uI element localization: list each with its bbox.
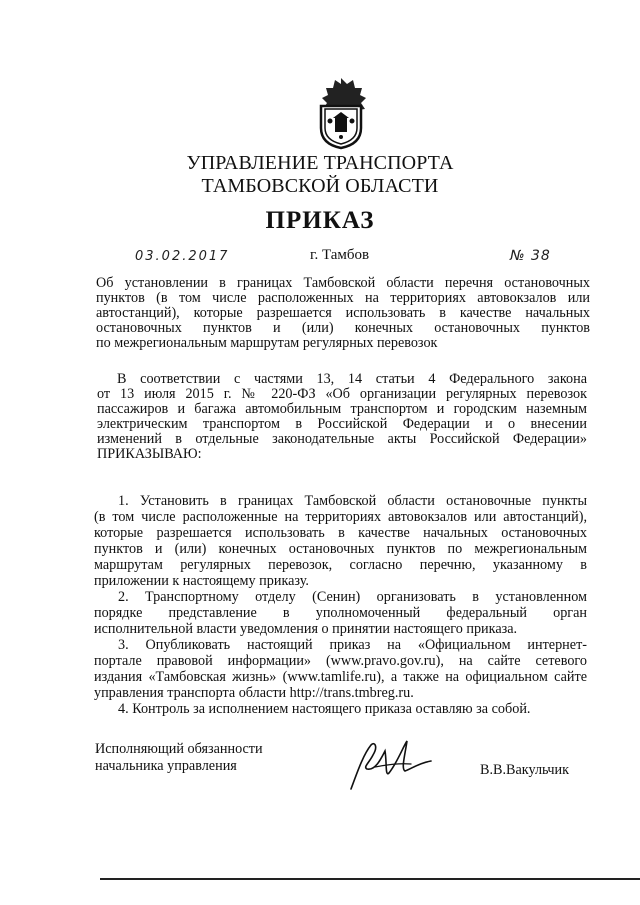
preamble-line: ПРИКАЗЫВАЮ: <box>97 446 202 462</box>
order-preamble <box>97 372 587 462</box>
signatory-name: В.В.Вакульчик <box>480 762 570 778</box>
order-number: № 38 <box>510 248 551 264</box>
item-line: управления транспорта области http://trans.tmbreg.ru. <box>94 685 414 701</box>
order-subject <box>96 276 590 351</box>
preamble-line: изменений в отдельные законодательные акты Российской Федерации» <box>97 431 587 447</box>
item-line: исполнительной власти уведомления о принятии настоящего приказа. <box>94 621 518 637</box>
org-line-2: ТАМБОВСКОЙ ОБЛАСТИ <box>201 175 439 197</box>
order-date: 03.02.2017 <box>135 249 230 264</box>
page-bottom-rule <box>100 878 640 880</box>
item-line: портале правовой информации» (www.pravo.gov.ru), на сайте сетевого <box>94 653 587 669</box>
item-line: 3. Опубликовать настоящий приказ на «Официальном интернет- <box>118 637 587 653</box>
signatory-position-line: Исполняющий обязанности <box>95 741 263 757</box>
document-type: ПРИКАЗ <box>265 207 375 234</box>
preamble-line: от 13 июля 2015 г. № 220-ФЗ «Об организации регулярных перевозок <box>97 386 587 402</box>
order-items <box>94 493 587 717</box>
item-line: приложении к настоящему приказу. <box>94 573 309 589</box>
signatory-position-line: начальника управления <box>95 758 237 774</box>
signatory-position <box>95 741 263 775</box>
subject-line: остановочных пунктов и (или) конечных остановочных пунктов <box>96 320 590 336</box>
item-line: 4. Контроль за исполнением настоящего приказа оставляю за собой. <box>118 701 531 717</box>
handwritten-signature <box>345 733 435 795</box>
preamble-line: пассажиров и багажа автомобильным транспортом и городским наземным <box>97 401 587 417</box>
organization-name <box>0 152 640 198</box>
org-line-1: УПРАВЛЕНИЕ ТРАНСПОРТА <box>186 152 454 174</box>
coat-of-arms-icon <box>311 76 371 150</box>
item-line: порядке представление в уполномоченный федеральный орган <box>94 605 587 621</box>
item-line: 1. Установить в границах Тамбовской области остановочные пункты <box>118 493 587 509</box>
subject-line: по межрегиональным маршрутам регулярных перевозок <box>96 335 438 351</box>
order-city: г. Тамбов <box>310 247 370 263</box>
item-line: которые разрешается использовать в качестве начальных остановочных <box>94 525 587 541</box>
subject-line: Об установлении в границах Тамбовской области перечня остановочных <box>96 275 590 291</box>
item-line: (в том числе расположенные на территориях автовокзалов или автостанций), <box>94 509 587 525</box>
subject-line: автостанций), которые разрешается использовать в качестве начальных <box>96 305 590 321</box>
item-line: маршрутам регулярных перевозок, согласно перечню, указанному в <box>94 557 587 573</box>
subject-line: пунктов (в том числе расположенных на территориях автовокзалов или <box>96 290 590 306</box>
item-line: 2. Транспортному отделу (Сенин) организовать в установленном <box>118 589 587 605</box>
item-line: издания «Тамбовская жизнь» (www.tamlife.ru), а также на официальном сайте <box>94 669 587 685</box>
item-line: пунктов и (или) конечных остановочных пунктов по межрегиональным <box>94 541 587 557</box>
preamble-line: В соответствии с частями 13, 14 статьи 4 Федерального закона <box>117 371 587 387</box>
preamble-line: электрическим транспортом в Российской Федерации и о внесении <box>97 416 587 432</box>
